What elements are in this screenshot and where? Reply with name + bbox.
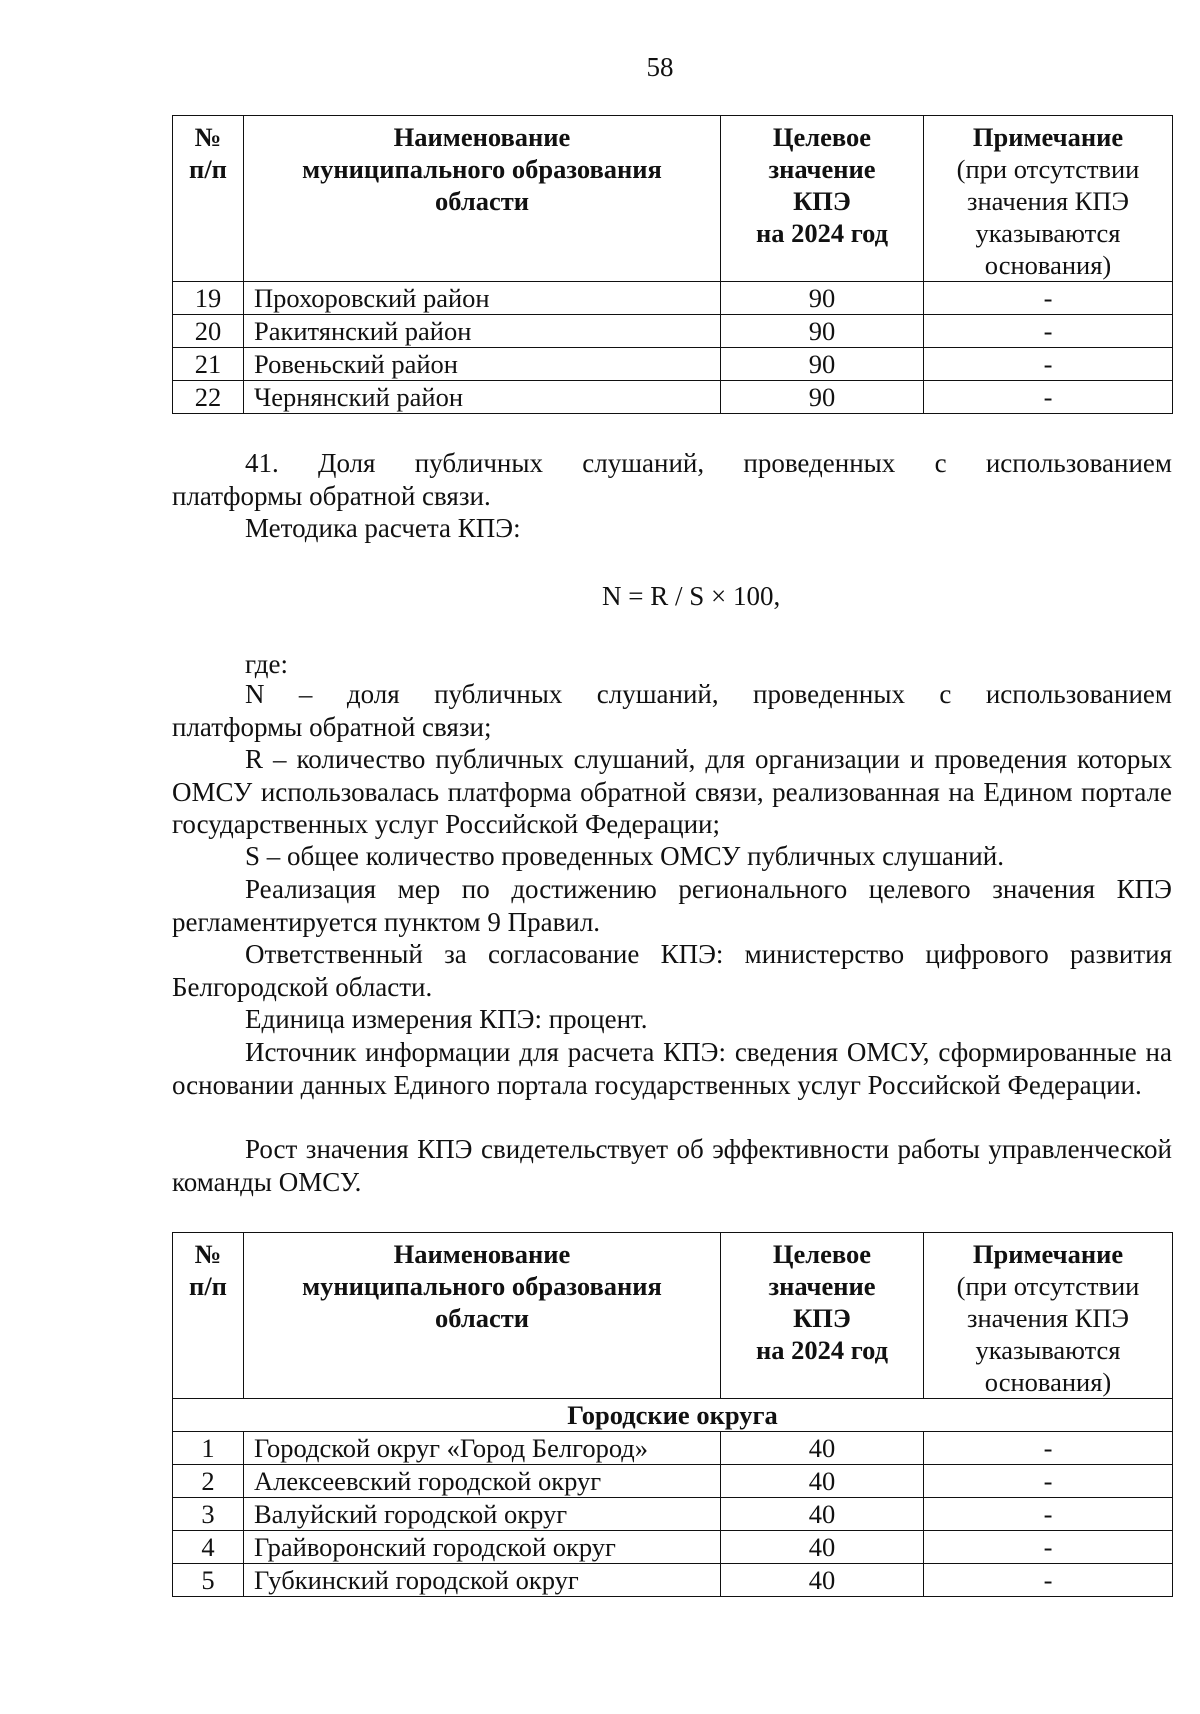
row-name: Валуйский городской округ bbox=[244, 1498, 721, 1531]
row-note: - bbox=[924, 315, 1173, 348]
row-num: 20 bbox=[173, 315, 244, 348]
table-row bbox=[173, 1564, 1173, 1597]
header-target-line: на 2024 год bbox=[755, 218, 889, 248]
header-target-line: КПЭ bbox=[793, 1303, 851, 1333]
header-num-line: № bbox=[194, 122, 222, 152]
table-row bbox=[173, 381, 1173, 414]
n-definition-line: платформы обратной связи; bbox=[172, 711, 492, 742]
realization-text bbox=[172, 873, 1172, 938]
header-target-line: КПЭ bbox=[793, 186, 851, 216]
group-label: Городские округа bbox=[173, 1399, 1173, 1432]
row-num: 1 bbox=[173, 1432, 244, 1465]
row-note: - bbox=[924, 1498, 1173, 1531]
header-num bbox=[173, 116, 244, 282]
header-target bbox=[721, 1233, 924, 1399]
header-note-title: Примечание bbox=[972, 122, 1124, 152]
header-note-line: указываются bbox=[975, 1335, 1121, 1365]
row-value: 90 bbox=[721, 282, 924, 315]
header-note-title: Примечание bbox=[972, 1239, 1124, 1269]
realization-text-body: Реализация мер по достижению регионального целевого значения КПЭ регламентируется пунктом 9 Правил. bbox=[172, 874, 1172, 937]
row-name: Ровеньский район bbox=[244, 348, 721, 381]
header-note-line: (при отсутствии bbox=[956, 1271, 1140, 1301]
n-definition bbox=[172, 678, 1172, 743]
header-note-line: основания) bbox=[984, 250, 1112, 280]
row-num: 19 bbox=[173, 282, 244, 315]
header-name-line: муниципального образования bbox=[302, 154, 662, 184]
row-name: Чернянский район bbox=[244, 381, 721, 414]
row-num: 3 bbox=[173, 1498, 244, 1531]
header-note-line: указываются bbox=[975, 218, 1121, 248]
header-num-line: № bbox=[194, 1239, 222, 1269]
table-header-row bbox=[173, 116, 1173, 282]
growth-text-body: Рост значения КПЭ свидетельствует об эффективности работы управленческой команды ОМСУ. bbox=[172, 1134, 1172, 1197]
source-text bbox=[172, 1036, 1172, 1101]
row-name: Городской округ «Город Белгород» bbox=[244, 1432, 721, 1465]
header-note-line: основания) bbox=[984, 1367, 1112, 1397]
row-note: - bbox=[924, 381, 1173, 414]
s-definition-text: S – общее количество проведенных ОМСУ публичных слушаний. bbox=[245, 841, 1004, 871]
table-row bbox=[173, 348, 1173, 381]
table-row bbox=[173, 315, 1173, 348]
header-target-line: на 2024 год bbox=[755, 1335, 889, 1365]
table-header-row bbox=[173, 1233, 1173, 1399]
formula: N = R / S × 100, bbox=[602, 581, 781, 611]
page-number: 58 bbox=[646, 52, 674, 82]
source-text-body: Источник информации для расчета КПЭ: сведения ОМСУ, сформированные на основании данных Единого портала государственных услуг Российской Федерации. bbox=[172, 1037, 1172, 1100]
table-row bbox=[173, 282, 1173, 315]
row-num: 21 bbox=[173, 348, 244, 381]
header-num-line: п/п bbox=[189, 154, 227, 184]
n-definition-line: N – доля публичных слушаний, проведенных с использованием bbox=[245, 679, 1172, 709]
kpe-table-bottom bbox=[172, 1232, 1173, 1597]
row-value: 40 bbox=[721, 1432, 924, 1465]
where-label bbox=[172, 648, 1172, 681]
row-value: 40 bbox=[721, 1498, 924, 1531]
header-name-line: области bbox=[434, 1303, 529, 1333]
row-num: 2 bbox=[173, 1465, 244, 1498]
row-value: 40 bbox=[721, 1531, 924, 1564]
unit-text bbox=[172, 1003, 1172, 1036]
row-note: - bbox=[924, 282, 1173, 315]
r-definition bbox=[172, 743, 1172, 841]
header-name-line: Наименование bbox=[393, 122, 571, 152]
header-note bbox=[924, 116, 1173, 282]
table-row bbox=[173, 1498, 1173, 1531]
header-name-line: Наименование bbox=[393, 1239, 571, 1269]
header-name-line: области bbox=[434, 186, 529, 216]
where-label-text: где: bbox=[245, 649, 288, 679]
row-value: 40 bbox=[721, 1564, 924, 1597]
row-name: Грайворонский городской округ bbox=[244, 1531, 721, 1564]
row-value: 40 bbox=[721, 1465, 924, 1498]
row-value: 90 bbox=[721, 315, 924, 348]
row-name: Ракитянский район bbox=[244, 315, 721, 348]
section-title-line: 41. Доля публичных слушаний, проведенных с использованием bbox=[245, 448, 1172, 478]
row-note: - bbox=[924, 348, 1173, 381]
r-definition-text: R – количество публичных слушаний, для организации и проведения которых ОМСУ использовалась платформа обратной связи, реализованная на Едином портале государственных услуг Российской Федерации; bbox=[172, 744, 1172, 839]
group-row bbox=[173, 1399, 1173, 1432]
method-label-text: Методика расчета КПЭ: bbox=[245, 513, 521, 543]
row-num: 4 bbox=[173, 1531, 244, 1564]
header-note-line: значения КПЭ bbox=[967, 1303, 1129, 1333]
header-name bbox=[244, 116, 721, 282]
row-name: Алексеевский городской округ bbox=[244, 1465, 721, 1498]
row-value: 90 bbox=[721, 381, 924, 414]
growth-text bbox=[172, 1133, 1172, 1198]
row-num: 5 bbox=[173, 1564, 244, 1597]
header-target-line: значение bbox=[768, 154, 876, 184]
method-label bbox=[172, 512, 1172, 545]
row-num: 22 bbox=[173, 381, 244, 414]
row-note: - bbox=[924, 1531, 1173, 1564]
responsible-text-body: Ответственный за согласование КПЭ: министерство цифрового развития Белгородской области. bbox=[172, 939, 1172, 1002]
table-row bbox=[173, 1465, 1173, 1498]
row-name: Прохоровский район bbox=[244, 282, 721, 315]
row-value: 90 bbox=[721, 348, 924, 381]
header-name bbox=[244, 1233, 721, 1399]
header-target-line: Целевое bbox=[772, 1239, 872, 1269]
row-note: - bbox=[924, 1465, 1173, 1498]
responsible-text bbox=[172, 938, 1172, 1003]
header-target-line: значение bbox=[768, 1271, 876, 1301]
unit-text-body: Единица измерения КПЭ: процент. bbox=[245, 1004, 648, 1034]
header-num-line: п/п bbox=[189, 1271, 227, 1301]
header-num bbox=[173, 1233, 244, 1399]
section-title-line: платформы обратной связи. bbox=[172, 480, 491, 511]
header-target bbox=[721, 116, 924, 282]
header-name-line: муниципального образования bbox=[302, 1271, 662, 1301]
header-note-line: значения КПЭ bbox=[967, 186, 1129, 216]
header-note-line: (при отсутствии bbox=[956, 154, 1140, 184]
kpe-table-top bbox=[172, 115, 1173, 414]
row-name: Губкинский городской округ bbox=[244, 1564, 721, 1597]
header-note bbox=[924, 1233, 1173, 1399]
s-definition bbox=[172, 840, 1172, 873]
table-row bbox=[173, 1432, 1173, 1465]
section-title bbox=[172, 447, 1172, 512]
table-row bbox=[173, 1531, 1173, 1564]
row-note: - bbox=[924, 1432, 1173, 1465]
header-target-line: Целевое bbox=[772, 122, 872, 152]
row-note: - bbox=[924, 1564, 1173, 1597]
